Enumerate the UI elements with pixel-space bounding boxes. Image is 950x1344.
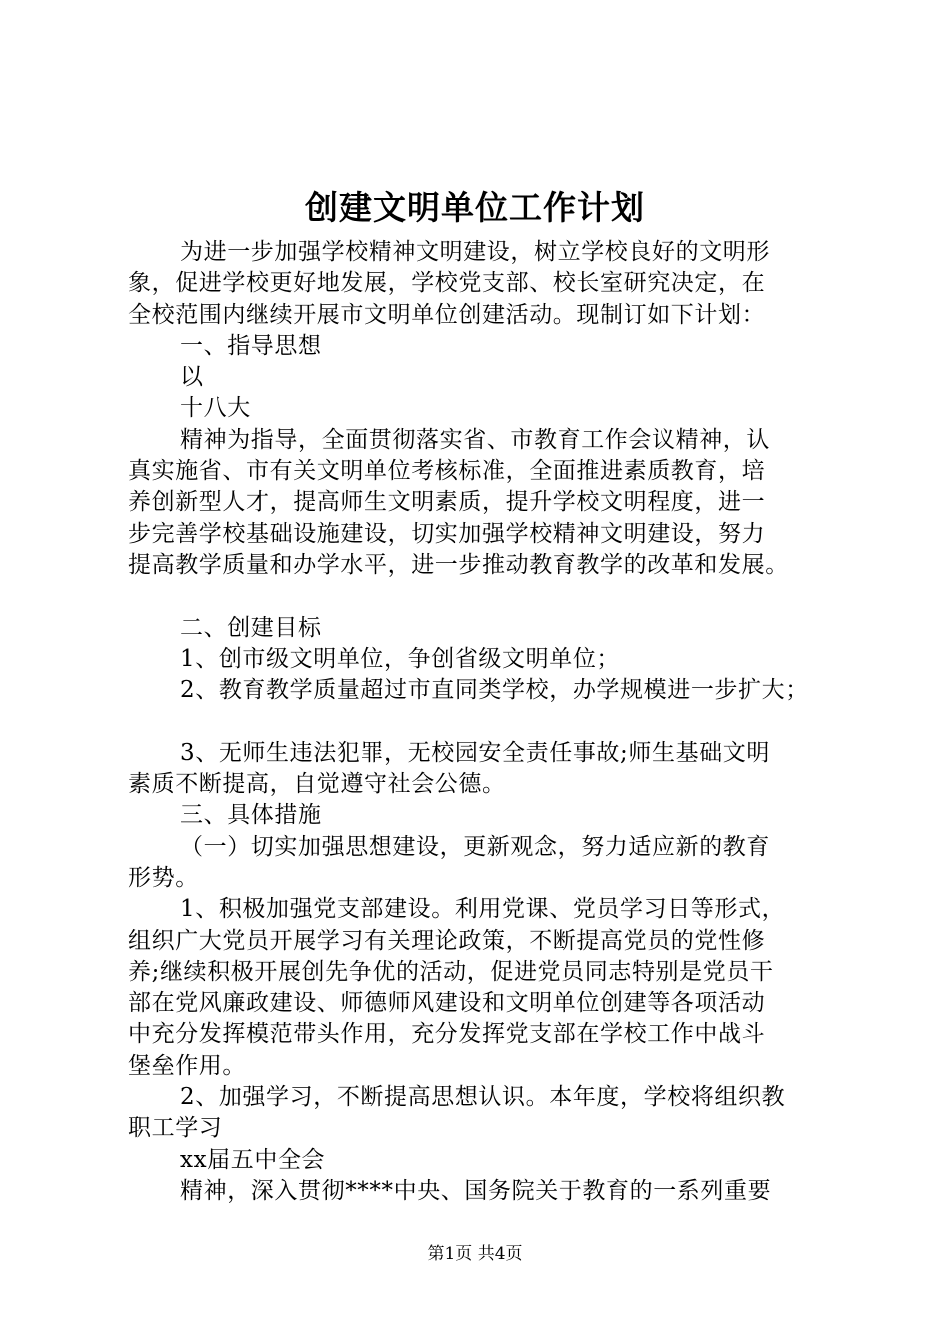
paragraph-line: 2、加强学习，不断提高思想认识。本年度，学校将组织教 [180,1084,786,1111]
paragraph-line: 精神，深入贯彻****中央、国务院关于教育的一系列重要 [180,1177,772,1204]
paragraph-line: 十八大 [180,395,251,422]
paragraph-line: 以 [180,364,204,391]
paragraph-line: 精神为指导，全面贯彻落实省、市教育工作会议精神，认 [180,426,770,453]
paragraph-line: 1、积极加强党支部建设。利用党课、党员学习日等形式， [180,896,786,923]
paragraph-line: 养创新型人才，提高师生文明素质，提升学校文明程度，进一 [128,489,766,516]
paragraph-line: 真实施省、市有关文明单位考核标准，全面推进素质教育，培 [128,458,766,485]
paragraph-line: 素质不断提高，自觉遵守社会公德。 [128,771,506,798]
blank-line [128,581,838,612]
paragraph-line: 提高教学质量和办学水平，进一步推动教育教学的改革和发展。 [128,551,789,578]
paragraph-line: 3、无师生违法犯罪，无校园安全责任事故;师生基础文明 [180,739,770,766]
section-heading: 一、指导思想 [180,332,322,359]
paragraph-line: 堡垒作用。 [128,1052,246,1079]
paragraph-line: 全校范围内继续开展市文明单位创建活动。现制订如下计划： [128,301,766,328]
subsection-heading: （一）切实加强思想建设，更新观念，努力适应新的教育 [180,833,770,860]
paragraph-line: 象，促进学校更好地发展，学校党支部、校长室研究决定，在 [128,270,766,297]
section-heading: 二、创建目标 [180,614,322,641]
paragraph-line: 2、教育教学质量超过市直同类学校，办学规模进一步扩大； [180,677,809,704]
paragraph-line: 职工学习 [128,1115,223,1142]
section-heading: 三、具体措施 [180,802,322,829]
paragraph-line: 形势。 [128,864,199,891]
paragraph-line: 部在党风廉政建设、师德师风建设和文明单位创建等各项活动 [128,990,766,1017]
paragraph-line: 养;继续积极开展创先争优的活动，促进党员同志特别是党员干 [128,958,774,985]
document-body [128,237,838,1207]
page-footer: 第1页 共4页 [427,1244,523,1264]
blank-line [128,706,838,737]
paragraph-line: 中充分发挥模范带头作用，充分发挥党支部在学校工作中战斗 [128,1021,766,1048]
paragraph-line: 组织广大党员开展学习有关理论政策，不断提高党员的党性修 [128,927,766,954]
paragraph-line: 为进一步加强学校精神文明建设，树立学校良好的文明形 [180,239,770,265]
paragraph-line: 步完善学校基础设施建设，切实加强学校精神文明建设，努力 [128,520,766,547]
document-title: 创建文明单位工作计划 [305,188,645,227]
paragraph-line: 1、创市级文明单位，争创省级文明单位； [180,645,621,672]
paragraph-line: xx届五中全会 [180,1146,326,1173]
